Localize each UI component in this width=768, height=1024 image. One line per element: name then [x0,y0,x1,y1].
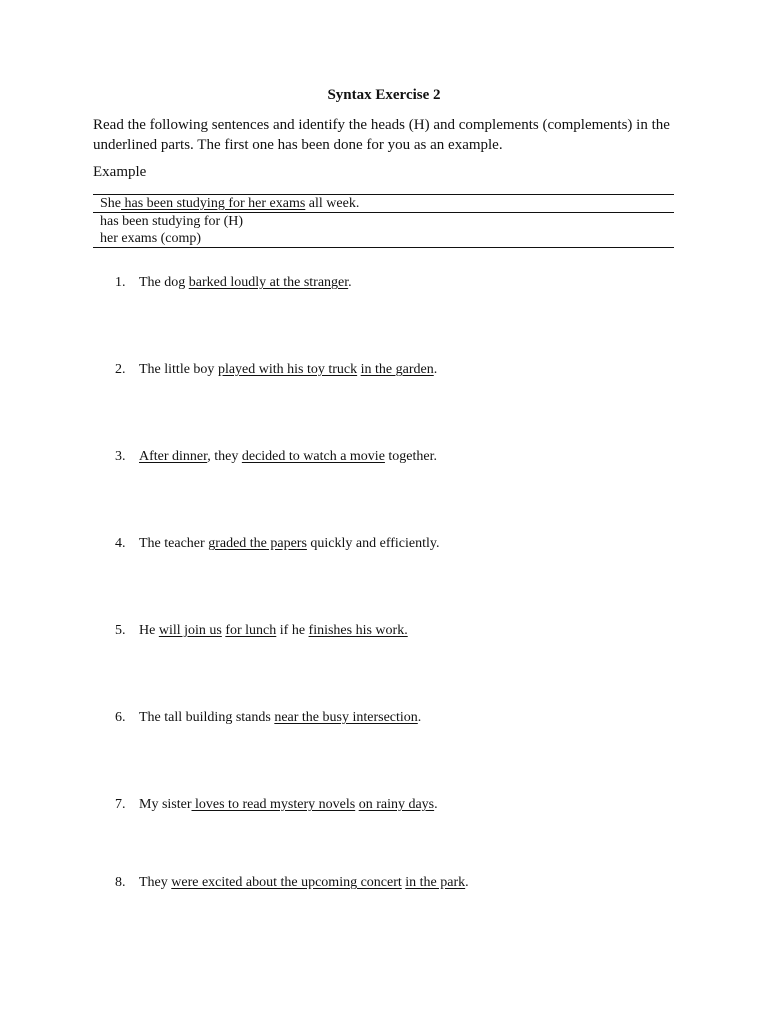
example-box [93,194,674,248]
exercise-item [115,536,440,552]
underlined-phrase: in the park [405,875,466,890]
sentence-text: The tall building stands [139,710,275,725]
sentence-text: . [465,875,469,890]
exercise-item [115,275,352,291]
underlined-phrase: decided to watch a movie [241,449,385,464]
item-number: 3. [115,449,126,464]
sentence-text: together. [384,449,438,464]
underlined-phrase: in the garden [360,362,434,377]
sentence-text: The dog [139,275,189,290]
sentence-text: . [433,362,438,377]
sentence-text: , they [207,449,242,464]
item-number: 1. [115,275,126,290]
exercise-item [115,710,421,726]
underlined-phrase: barked loudly at the stranger [188,275,349,290]
underlined-phrase: will join us [158,623,222,638]
example-complement: her exams (comp) [100,231,202,246]
underlined-phrase: near the busy intersection [274,710,418,725]
sentence-text: . [434,797,438,812]
sentence-text: if he [276,623,309,638]
underlined-phrase: finishes his work. [308,623,408,638]
underlined-phrase: loves to read mystery novels [191,797,356,812]
underlined-phrase: graded the papers [208,536,307,551]
item-number: 7. [115,797,126,812]
sentence-text: The teacher [139,536,209,551]
underlined-phrase: After dinner [139,449,208,464]
sentence-text: She [100,196,121,211]
example-label: Example [93,164,147,180]
item-number: 2. [115,362,126,377]
exercise-item [115,362,437,378]
underlined-phrase: played with his toy truck [217,362,358,377]
item-number: 5. [115,623,126,638]
exercise-item [115,449,437,465]
instructions: Read the following sentences and identify the heads (H) and complements (complements) in the underlined parts. The first one has been done for you as an example. [93,117,670,153]
sentence-text: . [417,710,422,725]
exercise-item [115,875,469,891]
sentence-text: They [139,875,172,890]
underlined-phrase: for lunch [225,623,277,638]
sentence-text: He [139,623,159,638]
underlined-phrase: has been studying for her exams [121,196,306,211]
item-number: 4. [115,536,126,551]
sentence-text: My sister [139,797,192,812]
sentence-text: . [348,275,352,290]
exercise-item [115,623,408,639]
exercise-item [115,797,438,813]
underlined-phrase: were excited about the upcoming concert [171,875,402,890]
example-head: has been studying for (H) [100,214,244,229]
page-title: Syntax Exercise 2 [327,87,441,103]
example-sentence [93,195,674,213]
sentence-text: all week. [305,196,360,211]
sentence-text: The little boy [139,362,218,377]
item-number: 6. [115,710,126,725]
item-number: 8. [115,875,126,890]
underlined-phrase: on rainy days [358,797,435,812]
sentence-text: quickly and efficiently. [306,536,440,551]
